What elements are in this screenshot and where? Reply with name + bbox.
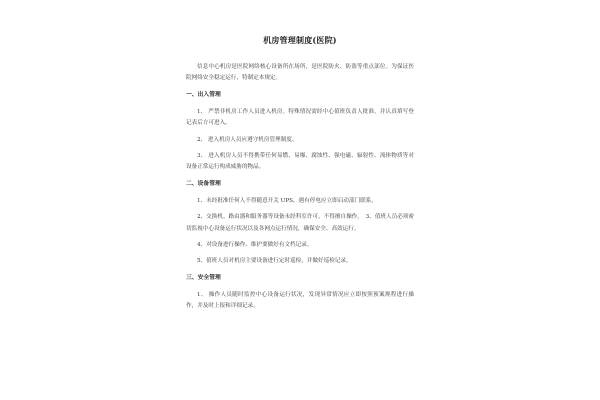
section-item: 4、对设备进行操作、维护要做好有文档记录。	[197, 242, 313, 249]
section-security	[186, 273, 414, 313]
section-heading: 一、出入管理	[186, 91, 221, 98]
section-item: 1、 严禁非机房工作人员进入机房。特殊情况需经中心值班负责人批准，并认真填写登记表后方可进入。	[186, 108, 414, 127]
section-item: 1、 操作人员随时监控中心设备运行状况，发现异常情况应立即按照预案规程进行操作，并及时上报和详细记录。	[186, 291, 414, 310]
section-heading: 二、设备管理	[186, 180, 221, 187]
section-item: 2、交换机、路由器和服务器等设备未经科室许可，不得擅自操作。 3、值班人员必须密切监视中心设备运行状况以及各网点运行情况，确保安全、高效运行。	[186, 214, 414, 232]
document-title: 机房管理制度(医院)	[263, 35, 337, 45]
section-equipment	[186, 179, 414, 268]
section-item: 3、 进入机房人员不得携带任何易燃、易爆、腐蚀性、强电磁、辐射性、流体物质等对设备正常运行构成威胁的物品。	[186, 153, 414, 171]
document-body	[186, 34, 414, 318]
section-access	[186, 90, 414, 174]
section-item: 1、未经批准任何人不得随意开关 UPS，遇有停电应立即启动部门联系。	[197, 197, 377, 204]
section-heading: 三、安全管理	[186, 274, 221, 281]
section-item: 2、 进入机房人员应遵守机房管理制度。	[197, 136, 298, 143]
intro-paragraph: 信息中心机房是医院网络核心设备所在场所，是医院防火、防盗等重点部位。为保证医院网络安全稳定运行，特制定本规定。	[186, 64, 414, 82]
section-item: 5、值班人员对机房主要设备进行定时巡检，并做好巡检记录。	[197, 258, 352, 265]
